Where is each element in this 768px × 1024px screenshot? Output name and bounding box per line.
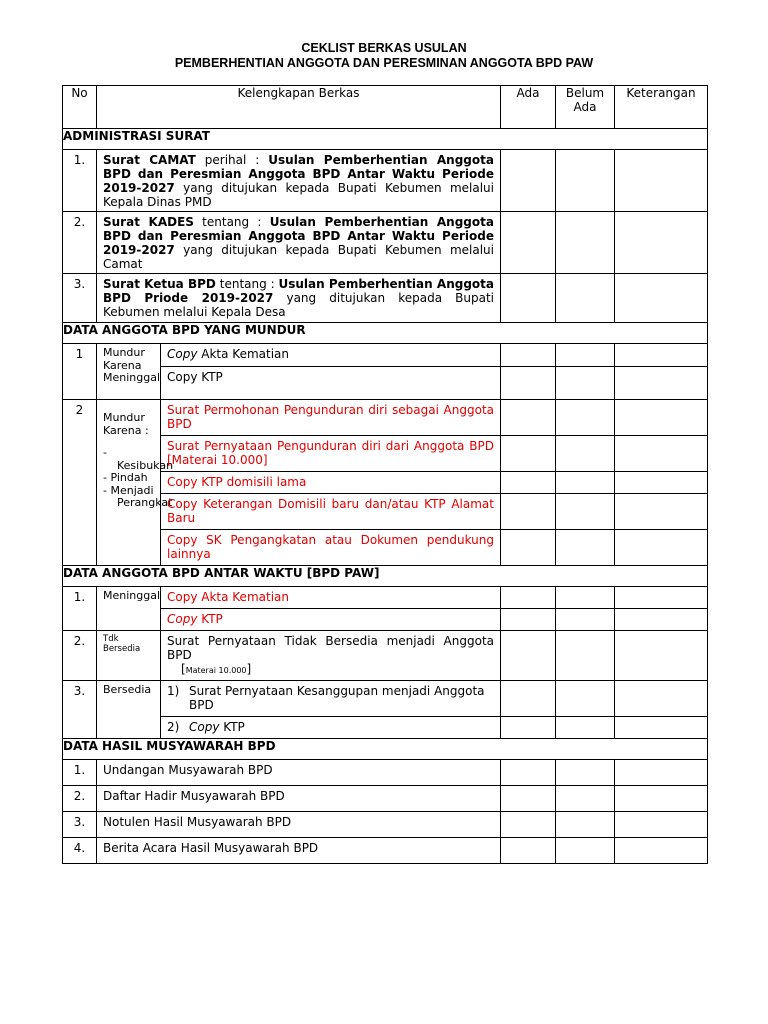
keterangan-cell[interactable] [615,631,708,681]
table-row [63,631,708,681]
section-header [63,129,708,150]
belum-ada-cell[interactable] [556,838,615,864]
keterangan-cell[interactable] [615,400,708,436]
row-description: Daftar Hadir Musyawarah BPD [97,786,501,812]
keterangan-cell[interactable] [615,838,708,864]
row-number: 2 [63,400,97,566]
row-number: 3. [63,274,97,323]
ada-cell[interactable] [501,587,556,609]
belum-ada-cell[interactable] [556,212,615,274]
belum-ada-cell[interactable] [556,400,615,436]
reason-label: Mundur Karena : - Kesibukan - Pindah - Menjadi Perangkat [97,400,161,566]
ada-cell[interactable] [501,681,556,717]
belum-ada-cell[interactable] [556,717,615,739]
row-number: 1. [63,587,97,631]
belum-ada-cell[interactable] [556,436,615,472]
row-description: Undangan Musyawarah BPD [97,760,501,786]
table-row [63,212,708,274]
keterangan-cell[interactable] [615,717,708,739]
item-description: Copy KTP [161,609,501,631]
belum-ada-cell[interactable] [556,786,615,812]
section-title-mundur: DATA ANGGOTA BPD YANG MUNDUR [63,323,708,344]
section-header [63,323,708,344]
table-row [63,344,708,367]
table-row [63,274,708,323]
row-number: 3. [63,681,97,739]
row-description: Surat KADES tentang : Usulan Pemberhentian Anggota BPD dan Peresmian Anggota BPD Antar Waktu Periode 2019-2027 yang ditujukan kepada Bupati Kebumen melalui Camat [97,212,501,274]
table-header-row [63,86,708,129]
item-description: Surat Pernyataan Tidak Bersedia menjadi Anggota BPD [Materai 10.000] [161,631,501,681]
table-row [63,812,708,838]
item-description: Surat Permohonan Pengunduran diri sebagai Anggota BPD [161,400,501,436]
item-description: Copy KTP [161,367,501,400]
keterangan-cell[interactable] [615,494,708,530]
ada-cell[interactable] [501,760,556,786]
keterangan-cell[interactable] [615,344,708,367]
checklist-table [62,85,708,864]
row-description: Notulen Hasil Musyawarah BPD [97,812,501,838]
document-subtitle: PEMBERHENTIAN ANGGOTA DAN PERESMINAN ANGGOTA BPD PAW [174,56,594,70]
header-kelengkapan: Kelengkapan Berkas [97,86,501,129]
belum-ada-cell[interactable] [556,812,615,838]
ada-cell[interactable] [501,150,556,212]
belum-ada-cell[interactable] [556,494,615,530]
belum-ada-cell[interactable] [556,609,615,631]
reason-label: Bersedia [97,681,161,739]
document-title: CEKLIST BERKAS USULAN [301,41,467,55]
row-number: 1. [63,760,97,786]
item-description: Copy Akta Kematian [161,344,501,367]
section-header [63,739,708,760]
keterangan-cell[interactable] [615,212,708,274]
ada-cell[interactable] [501,786,556,812]
ada-cell[interactable] [501,530,556,566]
item-description: Copy KTP domisili lama [161,472,501,494]
header-no: No [63,86,97,129]
ada-cell[interactable] [501,609,556,631]
table-row [63,150,708,212]
header-keterangan: Keterangan [615,86,708,129]
keterangan-cell[interactable] [615,760,708,786]
table-row [63,400,708,436]
keterangan-cell[interactable] [615,436,708,472]
header-ada: Ada [501,86,556,129]
keterangan-cell[interactable] [615,530,708,566]
ada-cell[interactable] [501,472,556,494]
keterangan-cell[interactable] [615,681,708,717]
item-description: Copy SK Pengangkatan atau Dokumen pendukung lainnya [161,530,501,566]
table-row [63,838,708,864]
keterangan-cell[interactable] [615,150,708,212]
belum-ada-cell[interactable] [556,760,615,786]
reason-label: Mundur Karena Meninggal [97,344,161,400]
row-number: 2. [63,786,97,812]
section-title-administrasi: ADMINISTRASI SURAT [63,129,708,150]
belum-ada-cell[interactable] [556,274,615,323]
keterangan-cell[interactable] [615,367,708,400]
row-description: Berita Acara Hasil Musyawarah BPD [97,838,501,864]
belum-ada-cell[interactable] [556,472,615,494]
belum-ada-cell[interactable] [556,681,615,717]
item-description: Surat Pernyataan Pengunduran diri dari Anggota BPD [Materai 10.000] [161,436,501,472]
table-row [63,760,708,786]
ada-cell[interactable] [501,494,556,530]
keterangan-cell[interactable] [615,609,708,631]
ada-cell[interactable] [501,717,556,739]
row-number: 1. [63,150,97,212]
belum-ada-cell[interactable] [556,587,615,609]
row-number: 2. [63,212,97,274]
belum-ada-cell[interactable] [556,367,615,400]
ada-cell[interactable] [501,400,556,436]
header-belum-ada: Belum Ada [556,86,615,129]
row-description: Surat Ketua BPD tentang : Usulan Pemberhentian Anggota BPD Priode 2019-2027 yang ditujukan kepada Bupati Kebumen melalui Kepala Desa [97,274,501,323]
ada-cell[interactable] [501,274,556,323]
keterangan-cell[interactable] [615,812,708,838]
ada-cell[interactable] [501,436,556,472]
ada-cell[interactable] [501,812,556,838]
keterangan-cell[interactable] [615,786,708,812]
keterangan-cell[interactable] [615,472,708,494]
section-title-paw: DATA ANGGOTA BPD ANTAR WAKTU [BPD PAW] [63,566,708,587]
row-number: 4. [63,838,97,864]
ada-cell[interactable] [501,344,556,367]
keterangan-cell[interactable] [615,274,708,323]
ada-cell[interactable] [501,631,556,681]
belum-ada-cell[interactable] [556,150,615,212]
reason-label: Meninggal [97,587,161,631]
ada-cell[interactable] [501,212,556,274]
reason-label: Tdk Bersedia [97,631,161,681]
section-title-musyawarah: DATA HASIL MUSYAWARAH BPD [63,739,708,760]
ada-cell[interactable] [501,838,556,864]
row-number: 1 [63,344,97,400]
item-description: Copy Keterangan Domisili baru dan/atau KTP Alamat Baru [161,494,501,530]
item-description: 2) Copy KTP [161,717,501,739]
item-description: Copy Akta Kematian [161,587,501,609]
table-row [63,587,708,609]
belum-ada-cell[interactable] [556,631,615,681]
row-number: 3. [63,812,97,838]
row-description: Surat CAMAT perihal : Usulan Pemberhentian Anggota BPD dan Peresmian Anggota BPD Antar Waktu Periode 2019-2027 yang ditujukan kepada Bupati Kebumen melalui Kepala Dinas PMD [97,150,501,212]
item-description: 1) Surat Pernyataan Kesanggupan menjadi Anggota BPD [161,681,501,717]
table-row [63,786,708,812]
table-row [63,681,708,717]
belum-ada-cell[interactable] [556,344,615,367]
section-header [63,566,708,587]
ada-cell[interactable] [501,367,556,400]
belum-ada-cell[interactable] [556,530,615,566]
keterangan-cell[interactable] [615,587,708,609]
row-number: 2. [63,631,97,681]
